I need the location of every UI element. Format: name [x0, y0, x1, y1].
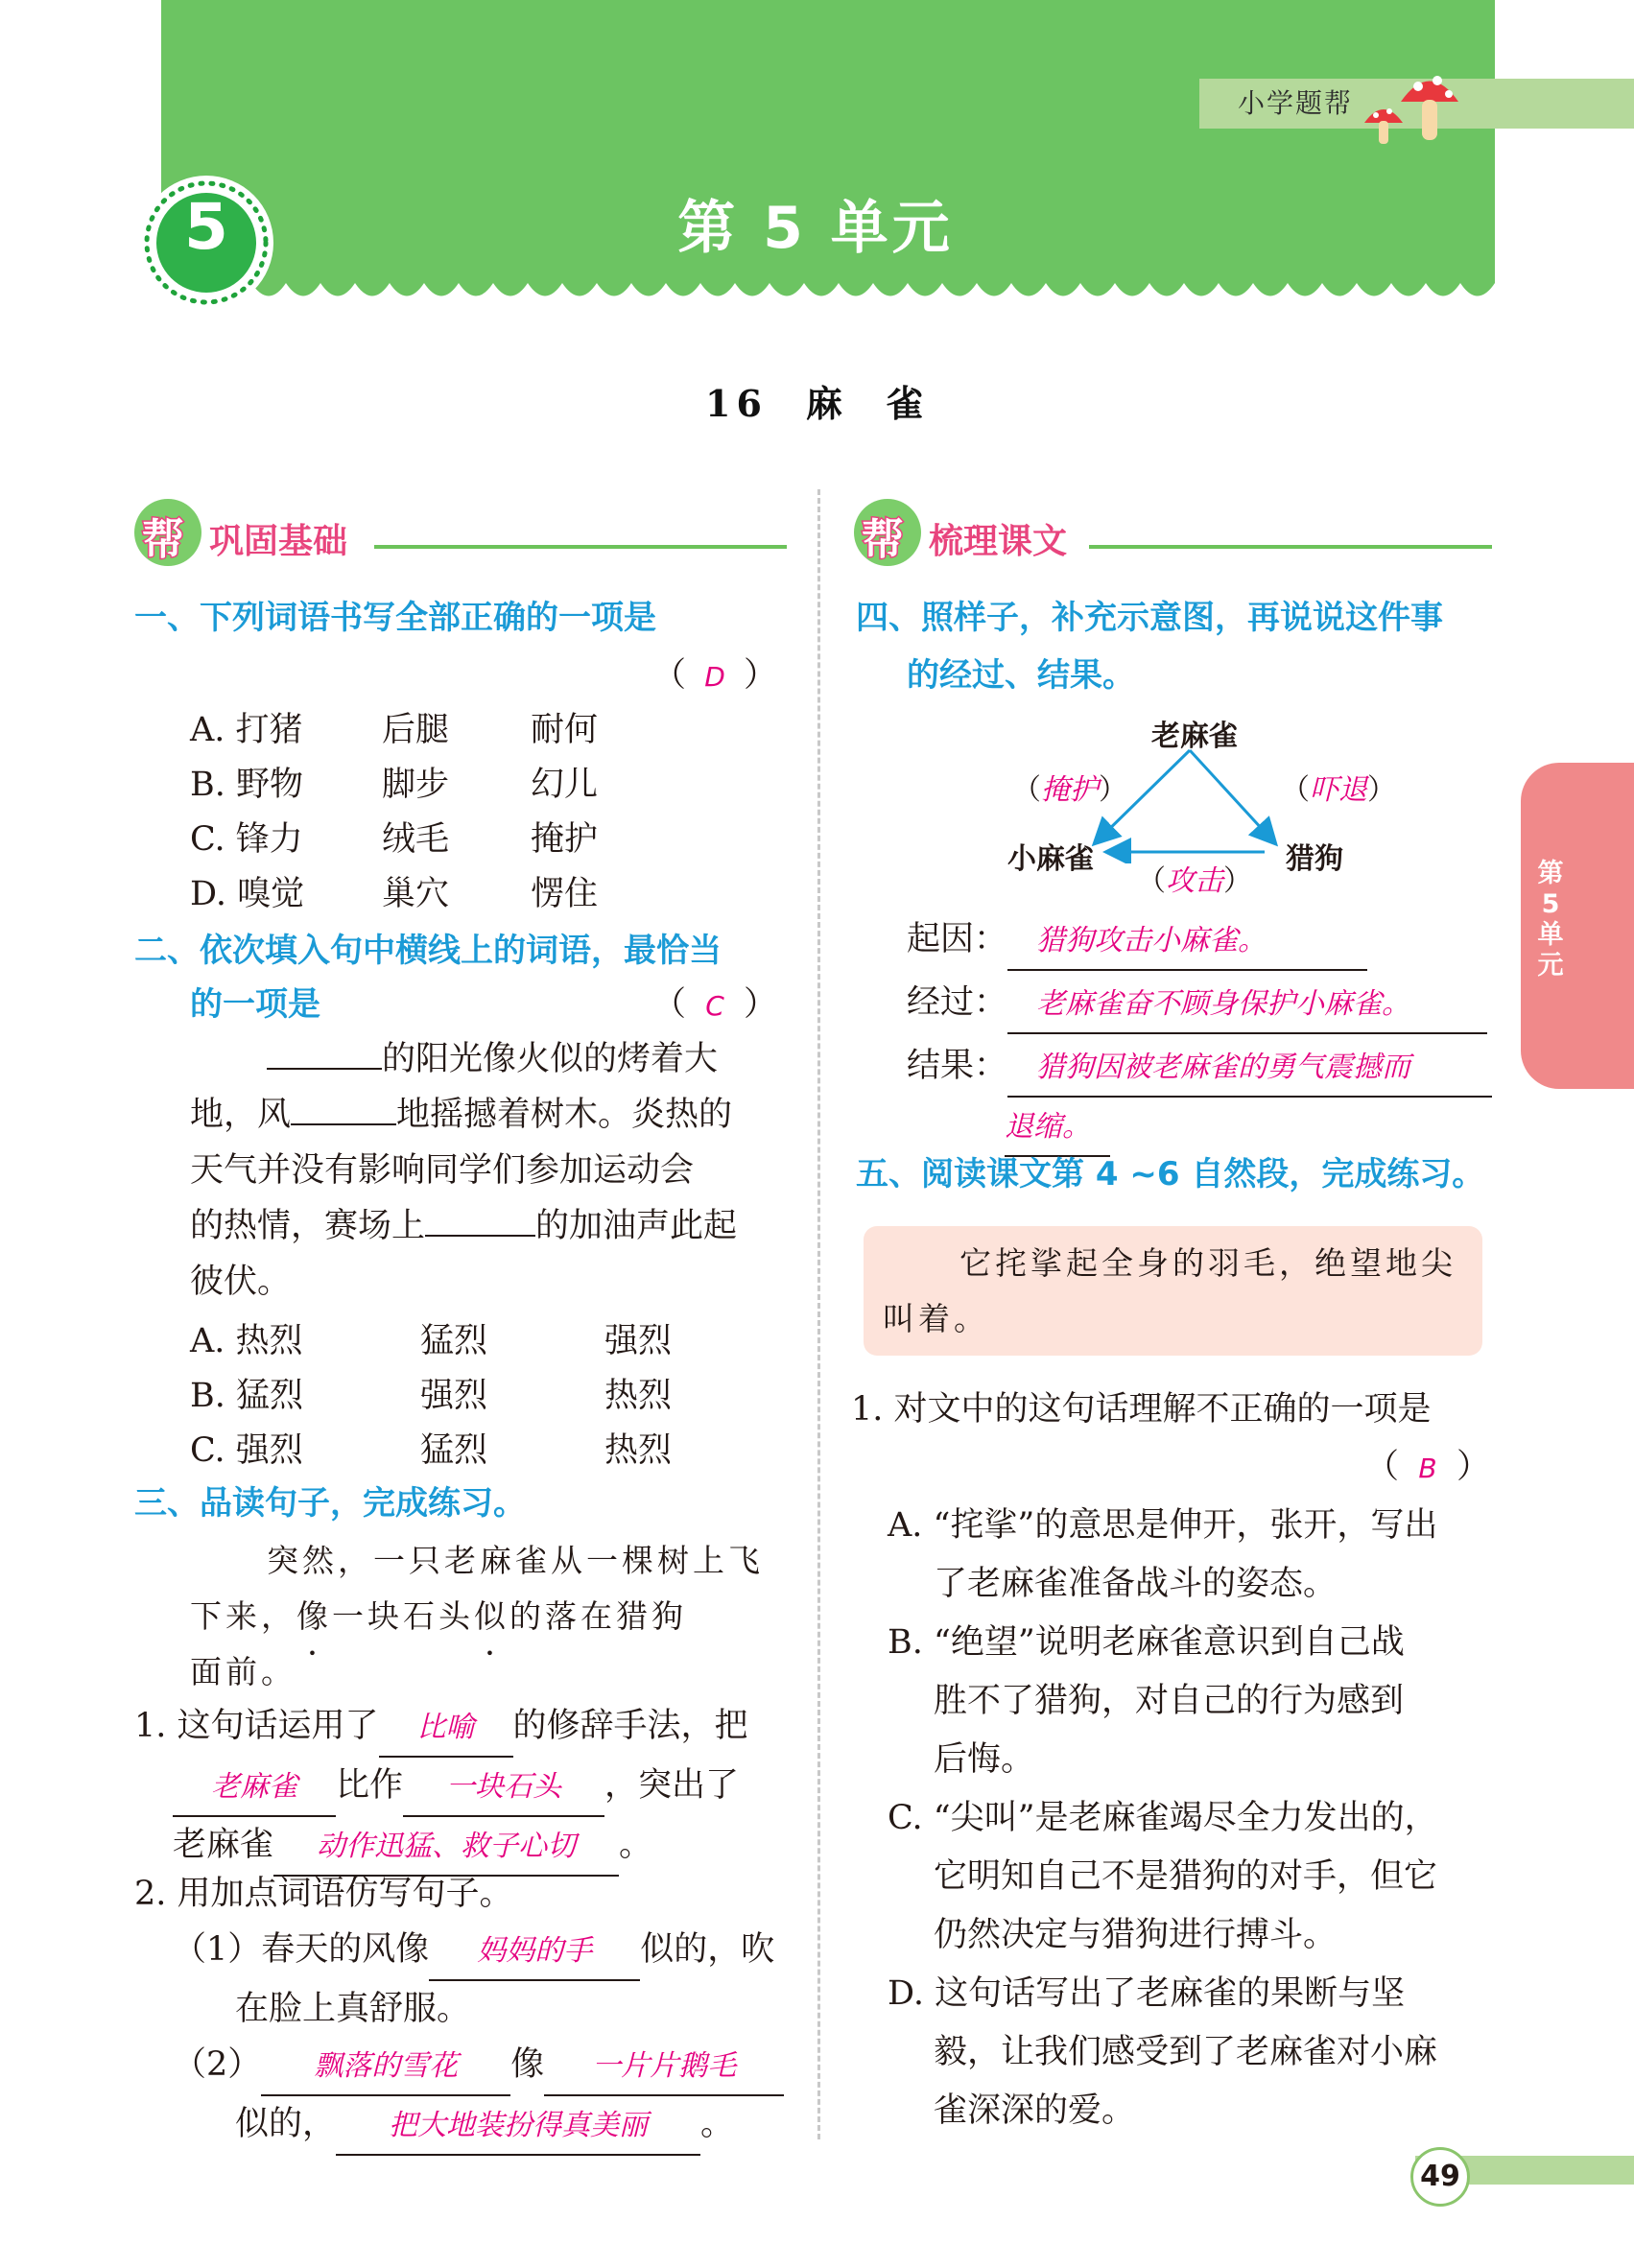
unit-title: 第 5 单元 — [677, 195, 954, 262]
q2-option-a: A. 热烈 — [190, 1322, 303, 1360]
q1-answer: （ D ） — [651, 656, 778, 695]
q1-option-d: D. 嗅觉 — [190, 875, 305, 913]
unit-number: 5 — [184, 190, 228, 264]
q2-option-b: B. 猛烈 — [190, 1377, 303, 1415]
q1-option-a-word2: 后腿 — [382, 711, 450, 749]
diagram-edge-protect: （掩护） — [1012, 773, 1127, 807]
section-header-consolidate — [134, 499, 787, 576]
section-header-outline — [854, 499, 1497, 576]
q5-answer: （ B ） — [1364, 1448, 1491, 1486]
q1-option-b-word3: 幻儿 — [531, 766, 599, 804]
q1-option-a-word3: 耐何 — [531, 711, 599, 749]
diagram-edge-scare: （吓退） — [1281, 773, 1396, 807]
q2-option-c-word2: 猛烈 — [420, 1431, 488, 1470]
unit-side-tab-label: 第5单元 — [1537, 859, 1564, 980]
section-rule — [1089, 545, 1492, 549]
q2-option-a-word2: 猛烈 — [420, 1322, 488, 1360]
q1-option-b-word2: 脚步 — [382, 766, 450, 804]
q5-option-d: D. 这句话写出了老麻雀的果断与坚 毅，让我们感受到了老麻雀对小麻 雀深深的爱。 — [888, 1974, 1438, 2130]
q3-title: 三、品读句子，完成练习。 — [134, 1484, 526, 1523]
q3-passage: 突然，一只老麻雀从一棵树上飞 下来，像一块石头似的落在猎狗 面前。 — [190, 1542, 764, 1690]
section-badge-label: 帮 — [142, 515, 184, 564]
q2-option-a-word3: 强烈 — [604, 1322, 673, 1360]
column-divider — [817, 489, 820, 2139]
q2-title-line2: 的一项是 — [190, 985, 320, 1024]
q4-title-line2: 的经过、结果。 — [907, 656, 1135, 695]
q2-option-b-word3: 热烈 — [604, 1377, 673, 1415]
q2-title-line1: 二、依次填入句中横线上的词语，最恰当 — [134, 932, 722, 970]
page-number: 49 — [1410, 2147, 1470, 2207]
q1-option-c: C. 锋力 — [190, 820, 303, 859]
q1-option-d-word2: 巢穴 — [382, 875, 450, 913]
section-title: 巩固基础 — [209, 522, 348, 561]
q2-option-b-word2: 强烈 — [420, 1377, 488, 1415]
q5-title: 五、阅读课文第 4 ~6 自然段，完成练习。 — [856, 1155, 1485, 1193]
q1-option-b: B. 野物 — [190, 766, 303, 804]
diagram-node-hound: 猎狗 — [1286, 842, 1343, 876]
diagram-node-old-sparrow: 老麻雀 — [1151, 720, 1238, 753]
q2-option-c: C. 强烈 — [190, 1431, 303, 1470]
q5-options — [888, 1497, 1511, 2140]
section-badge-label: 帮 — [862, 515, 904, 564]
q5-quote: 它挓挲起全身的羽毛，绝望地尖 叫着。 — [883, 1244, 1456, 1337]
lesson-title — [0, 374, 1634, 427]
q5-sub1: 1. 对文中的这句话理解不正确的一项是 — [851, 1390, 1432, 1429]
q1-title: 一、下列词语书写全部正确的一项是 — [134, 599, 656, 637]
brand-label: 小学题帮 — [1238, 87, 1354, 119]
q2-option-c-word3: 热烈 — [604, 1431, 673, 1470]
mushroom-icon — [1362, 56, 1468, 147]
lesson-number: 16 — [705, 382, 768, 425]
q5-option-c: C. “尖叫”是老麻雀竭尽全力发出的， 它明知自己不是猎狗的对手，但它 仍然决定与猎狗进行搏斗。 — [888, 1799, 1438, 1954]
q1-option-c-word2: 绒毛 — [382, 820, 450, 859]
q2-answer: （ C ） — [651, 985, 778, 1024]
q5-option-a: A. “挓挲”的意思是伸开，张开，写出 了老麻雀准备战斗的姿态。 — [888, 1506, 1438, 1603]
q3-sub2: 2. 用加点词语仿写句子。 （1）春天的风像 妈妈的手 似的，吹 在脸上真舒服。 （2） 飘落的雪花 像 一片片鹅毛 似的， 把大地装扮得真美丽 。 — [134, 1866, 796, 2156]
q5-option-b: B. “绝望”说明老麻雀意识到自己战 胜不了猎狗，对自己的行为感到 后悔。 — [888, 1623, 1405, 1779]
q3-sub1: 1. 这句话运用了 比喻 的修辞手法，把 老麻雀 比作 一块石头 ，突出了 老麻雀 动作迅猛、救子心切 。 — [134, 1698, 796, 1877]
q4-answers: 起因： 猎狗攻击小麻雀。 经过： 老麻雀奋不顾身保护小麻雀。 结果： 猎狗因被老麻雀的勇气震撼而 退缩。 — [907, 911, 1502, 1157]
section-rule — [374, 545, 787, 549]
lesson-title-char-1: 麻 — [805, 382, 848, 425]
q4-title-line1: 四、照样子，补充示意图，再说说这件事 — [856, 599, 1443, 637]
diagram-node-young-sparrow: 小麻雀 — [1007, 842, 1094, 876]
q1-option-c-word3: 掩护 — [531, 820, 599, 859]
q2-passage: 的阳光像火似的烤着大 地，风 地摇撼着树木。炎热的 天气并没有影响同学们参加运动会 的热情，赛场上 的加油声此起 彼伏。 — [190, 1040, 738, 1301]
q1-option-a: A. 打猪 — [190, 711, 303, 749]
q1-option-d-word3: 愣住 — [531, 875, 599, 913]
diagram-edge-attack: （攻击） — [1137, 864, 1252, 898]
lesson-title-char-2: 雀 — [886, 382, 929, 425]
section-title: 梳理课文 — [929, 522, 1068, 561]
